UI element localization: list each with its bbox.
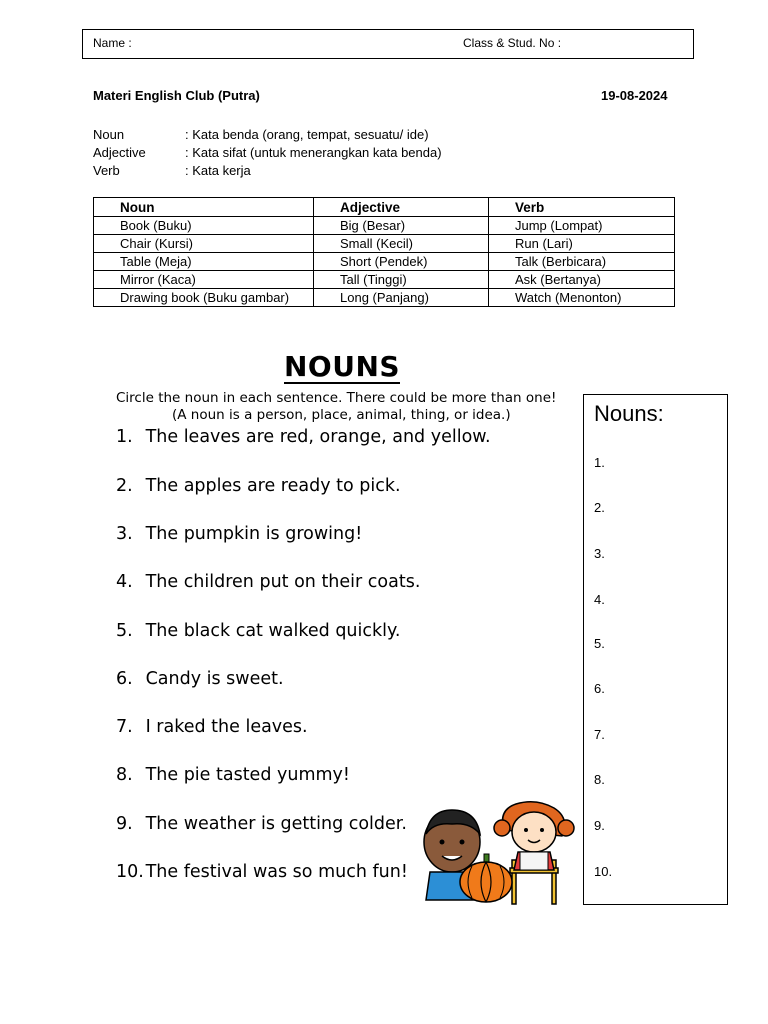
document-date: 19-08-2024: [601, 88, 668, 103]
sentence-number: 4.: [116, 572, 133, 592]
sentence-number: 10.: [116, 862, 144, 882]
table-row: [94, 289, 675, 307]
table-cell: Small (Kecil): [314, 235, 489, 253]
sentence-number: 5.: [116, 621, 133, 641]
answer-line: 8.: [594, 772, 605, 787]
answer-line: 6.: [594, 681, 605, 696]
sentence-text: The leaves are red, orange, and yellow.: [145, 427, 491, 447]
sentence-item: [116, 717, 308, 737]
sentence-item: [116, 427, 491, 447]
sentence-item: [116, 476, 401, 496]
answer-line: 4.: [594, 592, 605, 607]
sentence-item: [116, 814, 407, 834]
worksheet-title: NOUNS: [284, 350, 401, 383]
sentence-text: The weather is getting colder.: [145, 814, 407, 834]
table-cell: Watch (Menonton): [489, 289, 675, 307]
sentence-item: [116, 862, 408, 882]
table-cell: Drawing book (Buku gambar): [94, 289, 314, 307]
sentence-text: The children put on their coats.: [145, 572, 421, 592]
table-cell: Table (Meja): [94, 253, 314, 271]
definition-noun: [93, 127, 593, 143]
definition-verb: [93, 163, 593, 179]
sentence-item: [116, 669, 284, 689]
answer-line: 9.: [594, 818, 605, 833]
definition-term: Adjective: [93, 145, 146, 160]
vocabulary-table: [93, 197, 675, 307]
column-header-verb: Verb: [489, 198, 675, 217]
definition-desc: : Kata kerja: [185, 163, 251, 178]
table-cell: Mirror (Kaca): [94, 271, 314, 289]
table-row: [94, 271, 675, 289]
sentence-number: 3.: [116, 524, 133, 544]
kids-with-pumpkin-illustration: [412, 800, 577, 906]
sentence-number: 6.: [116, 669, 133, 689]
table-cell: Talk (Berbicara): [489, 253, 675, 271]
table-cell: Short (Pendek): [314, 253, 489, 271]
sentence-number: 1.: [116, 427, 133, 447]
header-box: [82, 29, 694, 59]
table-header-row: [94, 198, 675, 217]
worksheet-note: (A noun is a person, place, animal, thing, or idea.): [172, 407, 511, 423]
sentence-number: 2.: [116, 476, 133, 496]
class-number-field-label: Class & Stud. No :: [463, 36, 562, 50]
sentence-text: The festival was so much fun!: [145, 862, 408, 882]
answer-line: 5.: [594, 636, 605, 651]
sentence-text: The pie tasted yummy!: [145, 765, 350, 785]
sentence-item: [116, 572, 420, 592]
sentence-item: [116, 765, 350, 785]
name-field-label: Name :: [93, 36, 132, 50]
answer-line: 3.: [594, 546, 605, 561]
table-row: [94, 253, 675, 271]
answer-line: 7.: [594, 727, 605, 742]
sentence-text: The apples are ready to pick.: [145, 476, 401, 496]
sentence-number: 9.: [116, 814, 133, 834]
table-cell: Book (Buku): [94, 217, 314, 235]
table-cell: Jump (Lompat): [489, 217, 675, 235]
definition-term: Verb: [93, 163, 120, 178]
table-cell: Run (Lari): [489, 235, 675, 253]
document-title: Materi English Club (Putra): [93, 88, 260, 103]
table-cell: Big (Besar): [314, 217, 489, 235]
sentence-text: Candy is sweet.: [145, 669, 284, 689]
sentence-text: The black cat walked quickly.: [145, 621, 401, 641]
sentence-number: 7.: [116, 717, 133, 737]
nouns-answer-box: [583, 394, 728, 905]
definition-term: Noun: [93, 127, 125, 142]
sentence-number: 8.: [116, 765, 133, 785]
answer-line: 10.: [594, 864, 613, 879]
answer-line: 1.: [594, 455, 605, 470]
sentence-text: The pumpkin is growing!: [145, 524, 363, 544]
table-cell: Chair (Kursi): [94, 235, 314, 253]
answer-line: 2.: [594, 500, 605, 515]
table-row: [94, 217, 675, 235]
sentence-item: [116, 524, 362, 544]
nouns-box-title: Nouns:: [594, 401, 664, 426]
column-header-adjective: Adjective: [314, 198, 489, 217]
table-cell: Long (Panjang): [314, 289, 489, 307]
column-header-noun: Noun: [94, 198, 314, 217]
table-cell: Tall (Tinggi): [314, 271, 489, 289]
sentence-item: [116, 621, 400, 641]
definition-desc: : Kata sifat (untuk menerangkan kata benda): [185, 145, 442, 160]
definition-adjective: [93, 145, 593, 161]
sentence-text: I raked the leaves.: [145, 717, 308, 737]
worksheet-instruction: Circle the noun in each sentence. There could be more than one!: [116, 390, 557, 406]
definition-desc: : Kata benda (orang, tempat, sesuatu/ ide): [185, 127, 429, 142]
table-row: [94, 235, 675, 253]
table-cell: Ask (Bertanya): [489, 271, 675, 289]
